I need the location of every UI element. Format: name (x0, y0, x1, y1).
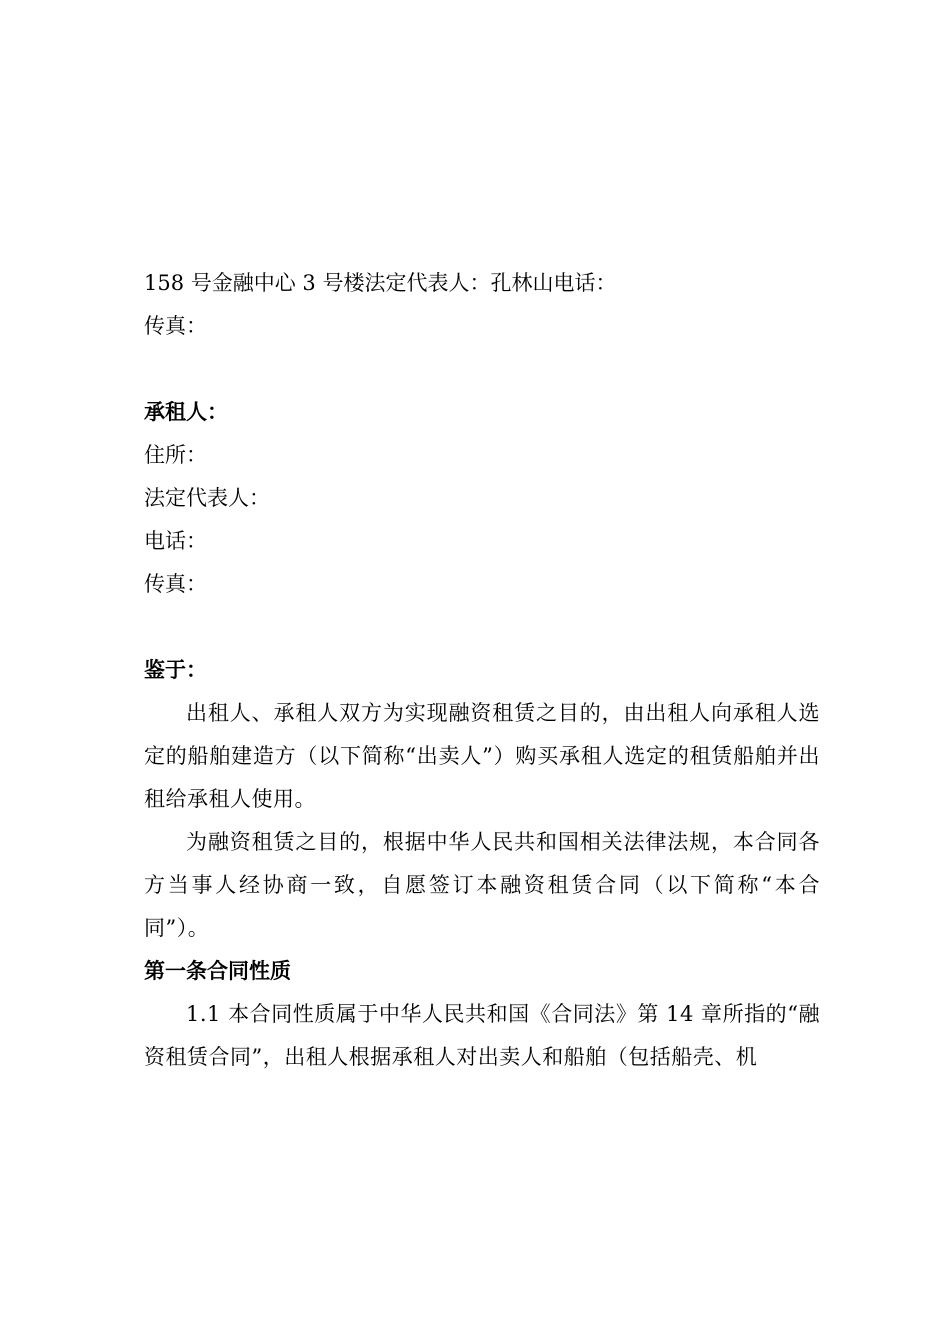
whereas-heading: 鉴于： (144, 658, 207, 682)
lessee-fax: 传真： (144, 572, 207, 596)
lessee-heading: 承租人： (144, 400, 228, 424)
article1-heading: 第一条合同性质 (144, 959, 291, 983)
lessor-fax: 传真： (144, 314, 207, 338)
article1-paragraph-1: 1.1 本合同性质属于中华人民共和国《合同法》第 14 章所指的“融资租赁合同”，出租人根据承租人对出卖人和船舶（包括船壳、机 (144, 1002, 820, 1069)
document-body (144, 262, 820, 1079)
whereas-paragraph-2: 为融资租赁之目的，根据中华人民共和国相关法律法规，本合同各方当事人经协商一致，自愿签订本融资租赁合同（以下简称“本合同”）。 (144, 830, 820, 940)
lessee-address: 住所： (144, 443, 207, 467)
lessee-legal-rep: 法定代表人： (144, 486, 270, 510)
lessee-phone: 电话： (144, 529, 207, 553)
section-spacer (144, 348, 820, 391)
section-spacer (144, 606, 820, 649)
lessor-address-line: 158 号金融中心 3 号楼法定代表人：孔林山电话： (144, 271, 617, 295)
whereas-paragraph-1: 出租人、承租人双方为实现融资租赁之目的，由出租人向承租人选定的船舶建造方（以下简称“出卖人”）购买承租人选定的租赁船舶并出租给承租人使用。 (144, 701, 820, 811)
